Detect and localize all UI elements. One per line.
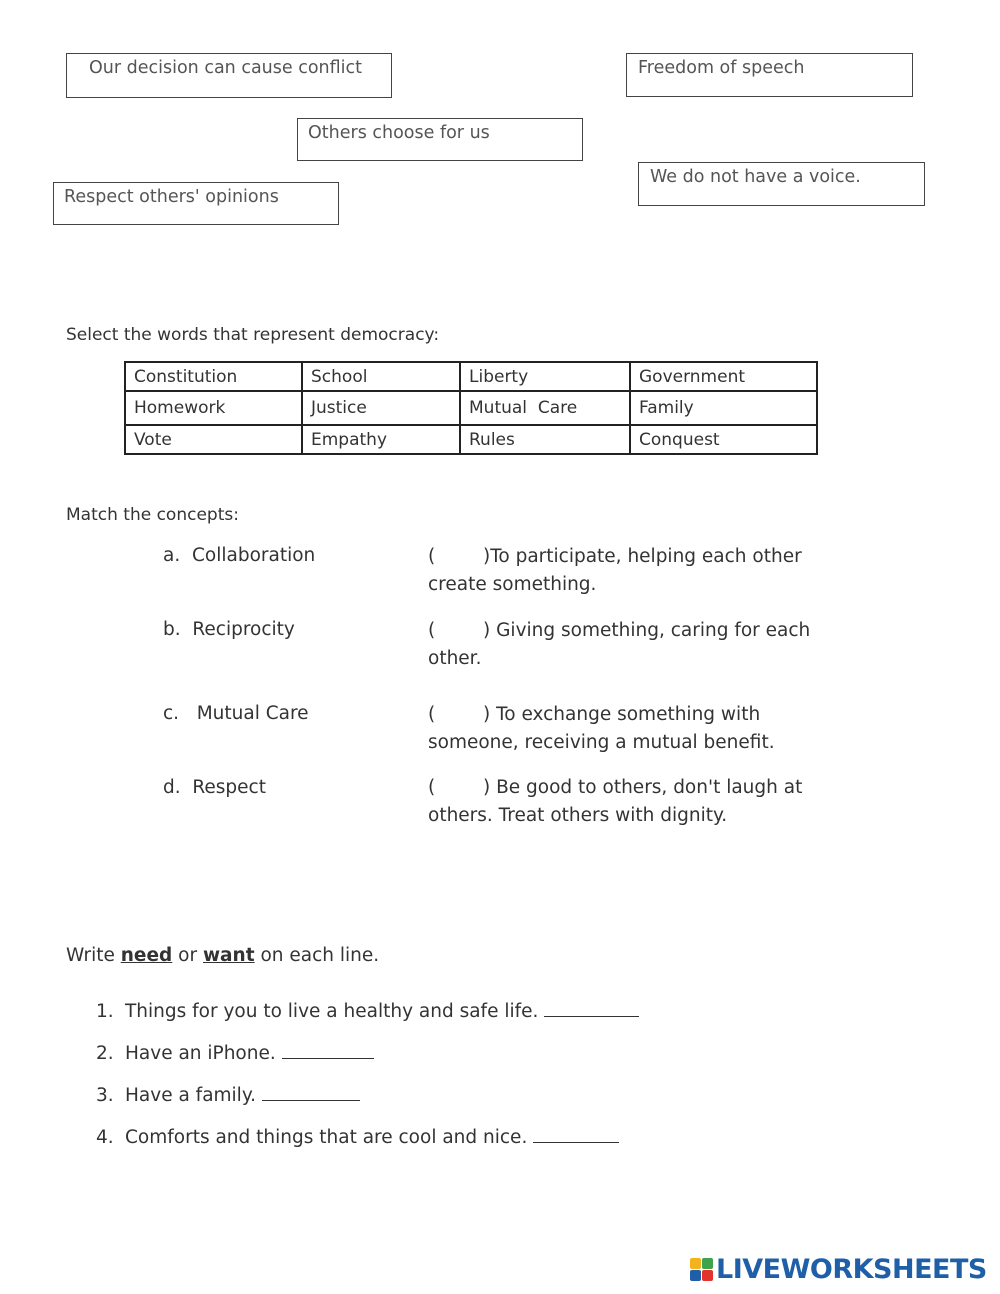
match-term: c. Mutual Care	[163, 703, 309, 724]
item-text: Have an iPhone.	[125, 1043, 276, 1064]
item-text: Things for you to live a healthy and safe life.	[125, 1001, 539, 1022]
logo-square	[690, 1270, 701, 1281]
democracy-word-table	[124, 361, 818, 455]
table-row	[125, 391, 817, 425]
instruction-suffix: on each line.	[260, 945, 380, 966]
item-text: Have a family.	[125, 1085, 257, 1106]
word-need: need	[120, 945, 173, 966]
logo-square	[702, 1270, 713, 1281]
answer-blank[interactable]	[544, 1000, 639, 1017]
definition-text: ) Giving something, caring for each other.	[428, 620, 811, 669]
answer-paren[interactable]: (	[428, 546, 436, 567]
word-cell[interactable]: Justice	[302, 391, 460, 425]
democracy-instruction: Select the words that represent democracy:	[66, 325, 440, 345]
definition-text: ) Be good to others, don't laugh at others. Treat others with dignity.	[428, 777, 803, 826]
logo-square	[690, 1258, 701, 1269]
match-term: a. Collaboration	[163, 545, 316, 566]
liveworksheets-logo	[690, 1252, 987, 1286]
definition-text: ) To exchange something with someone, receiving a mutual benefit.	[428, 704, 775, 753]
word-cell[interactable]: Homework	[125, 391, 302, 425]
list-item	[96, 1126, 619, 1148]
answer-card[interactable]: Respect others' opinions	[53, 182, 339, 225]
answer-card[interactable]: Our decision can cause conflict	[66, 53, 392, 98]
need-want-instruction	[66, 945, 379, 966]
match-term: b. Reciprocity	[163, 619, 295, 640]
answer-blank[interactable]	[262, 1084, 360, 1101]
item-number: 3.	[96, 1085, 114, 1106]
item-text: Comforts and things that are cool and nice.	[125, 1127, 528, 1148]
match-definition	[428, 543, 848, 599]
match-definition	[428, 774, 848, 830]
answer-card[interactable]: Freedom of speech	[626, 53, 913, 97]
logo-icon	[690, 1258, 713, 1281]
word-cell[interactable]: Empathy	[302, 425, 460, 454]
word-cell[interactable]: Conquest	[630, 425, 817, 454]
list-item	[96, 1042, 374, 1064]
logo-text: LIVEWORKSHEETS	[716, 1253, 987, 1285]
table-row	[125, 362, 817, 391]
answer-card[interactable]: We do not have a voice.	[638, 162, 925, 206]
instruction-prefix: Write	[66, 945, 115, 966]
item-number: 1.	[96, 1001, 114, 1022]
answer-paren[interactable]: (	[428, 620, 436, 641]
word-cell[interactable]: Government	[630, 362, 817, 391]
answer-paren[interactable]: (	[428, 777, 436, 798]
item-number: 2.	[96, 1043, 114, 1064]
word-cell[interactable]: Constitution	[125, 362, 302, 391]
answer-blank[interactable]	[533, 1126, 619, 1143]
match-definition	[428, 701, 848, 757]
word-cell[interactable]: Vote	[125, 425, 302, 454]
instruction-middle: or	[178, 945, 198, 966]
answer-paren[interactable]: (	[428, 704, 436, 725]
answer-card[interactable]: Others choose for us	[297, 118, 583, 161]
answer-blank[interactable]	[282, 1042, 374, 1059]
word-cell[interactable]: Liberty	[460, 362, 630, 391]
word-cell[interactable]: Mutual Care	[460, 391, 630, 425]
definition-text: )To participate, helping each other create something.	[428, 546, 802, 595]
list-item	[96, 1000, 639, 1022]
word-cell[interactable]: School	[302, 362, 460, 391]
item-number: 4.	[96, 1127, 114, 1148]
match-term: d. Respect	[163, 777, 266, 798]
table-row	[125, 425, 817, 454]
logo-square	[702, 1258, 713, 1269]
word-cell[interactable]: Family	[630, 391, 817, 425]
word-cell[interactable]: Rules	[460, 425, 630, 454]
match-definition	[428, 617, 848, 673]
match-instruction: Match the concepts:	[66, 505, 239, 525]
word-want: want	[202, 945, 255, 966]
list-item	[96, 1084, 360, 1106]
